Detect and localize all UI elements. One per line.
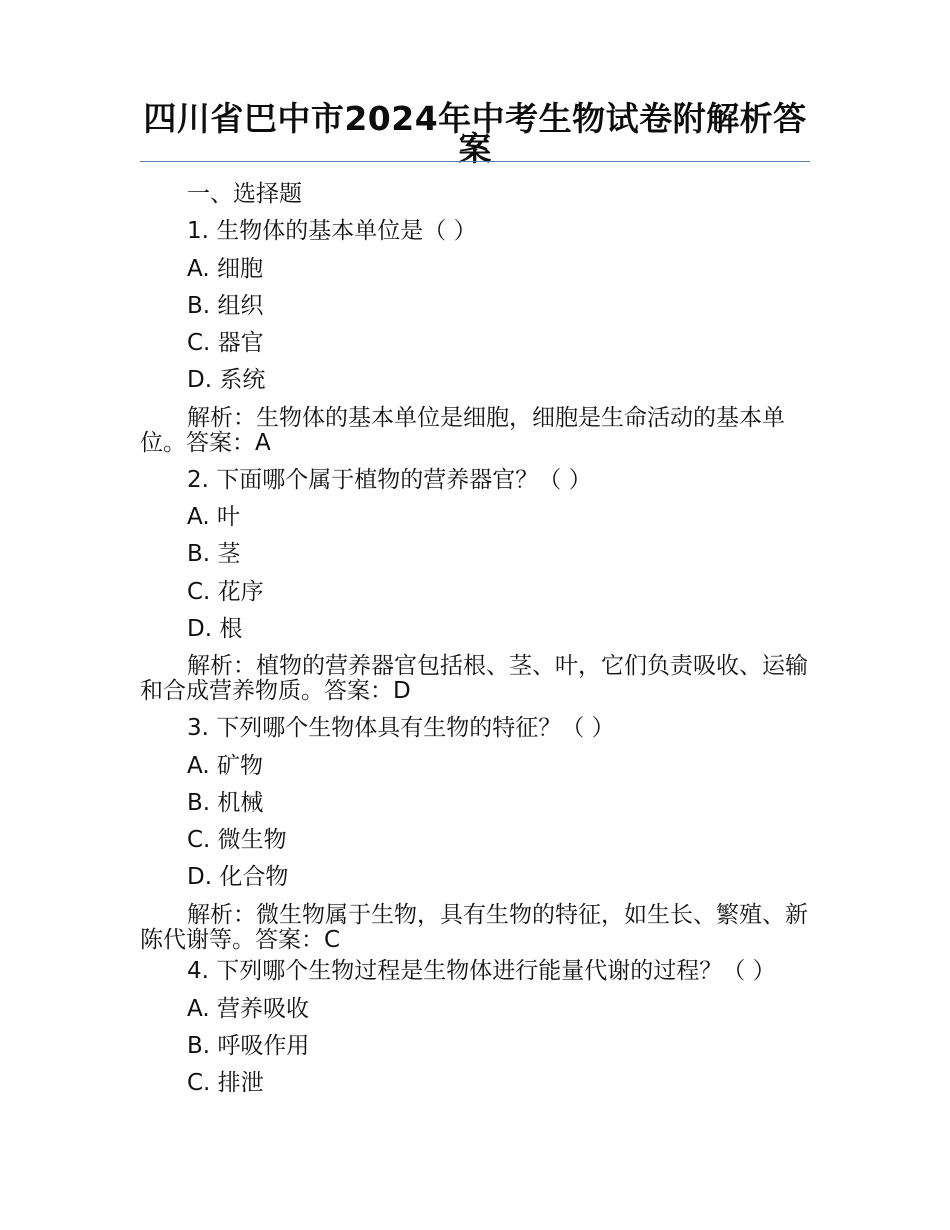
option-b: B. 茎 — [187, 541, 241, 568]
option-c: C. 花序 — [187, 578, 264, 605]
option-c: C. 排泄 — [187, 1070, 264, 1097]
option-a: A. 细胞 — [187, 255, 263, 282]
analysis-paragraph: 解析：生物体的基本单位是细胞，细胞是生命活动的基本单位。答案：A — [140, 404, 785, 456]
title-underline — [140, 161, 810, 162]
analysis-paragraph: 解析：植物的营养器官包括根、茎、叶，它们负责吸收、运输和合成营养物质。答案：D — [140, 653, 808, 705]
option-a: A. 叶 — [187, 504, 240, 531]
option-d: D. 系统 — [187, 367, 266, 394]
question-stem: 4. 下列哪个生物过程是生物体进行能量代谢的过程？（ ） — [187, 957, 776, 984]
option-c: C. 微生物 — [187, 827, 287, 854]
option-c: C. 器官 — [187, 330, 264, 357]
title-block — [140, 99, 810, 168]
option-a: A. 营养吸收 — [187, 995, 309, 1022]
page-title: 四川省巴中市2024年中考生物试卷附解析答案 — [143, 99, 807, 168]
option-b: B. 呼吸作用 — [187, 1033, 310, 1060]
document-body — [140, 176, 820, 1103]
option-b: B. 组织 — [187, 292, 264, 319]
option-a: A. 矿物 — [187, 752, 263, 779]
question-stem: 3. 下列哪个生物体具有生物的特征？（ ） — [187, 715, 615, 742]
option-d: D. 化合物 — [187, 864, 289, 891]
section-heading: 一、选择题 — [187, 181, 302, 207]
option-b: B. 机械 — [187, 789, 264, 816]
option-d: D. 根 — [187, 615, 243, 642]
question-stem: 1. 生物体的基本单位是（ ） — [187, 218, 477, 245]
question-stem: 2. 下面哪个属于植物的营养器官？（ ） — [187, 466, 592, 493]
analysis-paragraph: 解析：微生物属于生物，具有生物的特征，如生长、繁殖、新陈代谢等。答案：C — [140, 901, 808, 953]
